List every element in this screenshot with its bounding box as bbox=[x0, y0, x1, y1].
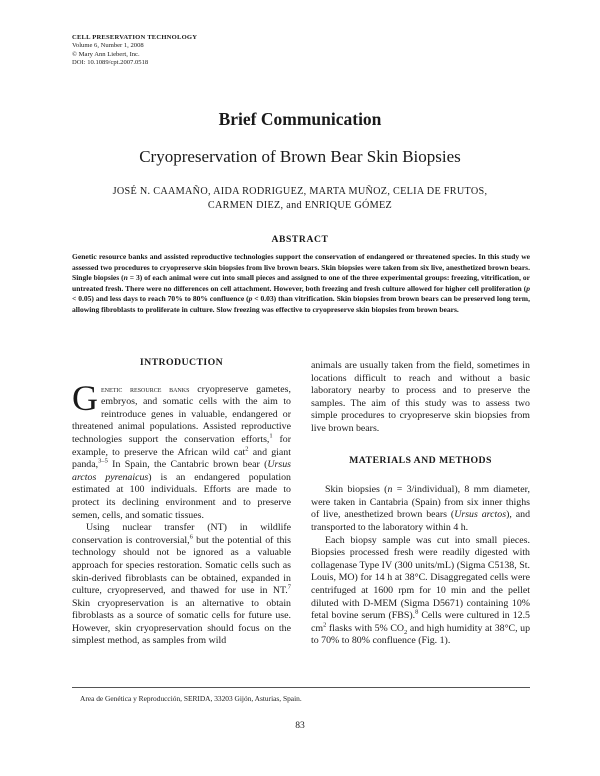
left-column bbox=[72, 357, 291, 648]
author-list bbox=[90, 185, 510, 213]
introduction-heading: INTRODUCTION bbox=[139, 357, 224, 368]
doi: DOI: 10.1089/cpt.2007.0518 bbox=[72, 59, 149, 67]
right-column bbox=[311, 360, 530, 648]
journal-name: CELL PRESERVATION TECHNOLOGY bbox=[72, 34, 198, 41]
journal-volume: Volume 6, Number 1, 2008 bbox=[72, 42, 144, 50]
abstract-text: Genetic resource banks and assisted reproductive technologies support the conservation of endangered or threatened species. In this study we assessed two procedures to cryopreserve skin biopsies from live brown bears. Skin biopsies were taken from six live, anesthetized brown bears. Single biopsies (n = 3) of each animal were cut into small pieces and assigned to one of the three experimental groups: freezing, vitrification, or untreated fresh. There were no differences on cell attachment. However, both freezing and fresh culture allowed for higher cell proliferation (p < 0.05) and less days to reach 70% to 80% confluence (p < 0.03) than vitrification. Skin biopsies from brown bears can be preserved long term, allowing fibroblasts to proliferate in culture. Slow freezing was effective to cryopreserve skin biopsies from brown bears. bbox=[72, 252, 530, 314]
authors-line-1: JOSÉ N. CAAMAÑO, AIDA RODRIGUEZ, MARTA MUÑOZ, CELIA DE FRUTOS, bbox=[112, 186, 488, 197]
drop-cap: G bbox=[72, 377, 98, 418]
article-type: Brief Communication bbox=[218, 109, 382, 129]
authors-line-2: CARMEN DIEZ, and ENRIQUE GÓMEZ bbox=[207, 200, 393, 211]
methods-paragraph-1: Skin biopsies (n = 3/individual), 8 mm diameter, were taken in Cantabria (Spain) from six inner thighs of live, anesthetized brown bears (Ursus arctos), and transported to the laboratory within 4 h. bbox=[311, 484, 531, 533]
journal-header bbox=[72, 34, 197, 68]
copyright: © Mary Ann Liebert, Inc. bbox=[72, 50, 140, 58]
intro-paragraph-3: animals are usually taken from the field, sometimes in locations difficult to reach and without a basic laboratory nearby to process and to preserve the samples. The aim of this study was to assess two simple procedures to cryopreserve skin biopsies from live brown bears. bbox=[311, 360, 530, 434]
page-number: 83 bbox=[295, 720, 305, 731]
paper-title: Cryopreservation of Brown Bear Skin Biopsies bbox=[139, 147, 461, 166]
methods-paragraph-2: Each biopsy sample was cut into small pieces. Biopsies processed fresh were readily digested with collagenase Type IV (300 units/mL) (Sigma C5138, St. Louis, MO) for 14 h at 38°C. Disaggregated cells were centrifuged at 1600 rpm for 10 min and the pellet diluted with D-MEM (Sigma D5671) containing 10% fetal bovine serum (FBS).$^8$ Cells were cultured in 12.5 $cm^2$ flasks with 5% $CO_2$ and high humidity at 38°C, up to 70% to 80% confluence (Fig. 1). bbox=[311, 534, 531, 647]
author-affiliation: Area de Genética y Reproducción, SERIDA, 33203 Gijón, Asturias, Spain. bbox=[80, 694, 302, 703]
methods-heading: MATERIALS AND METHODS bbox=[349, 454, 492, 466]
footnote-divider bbox=[72, 687, 530, 688]
abstract-heading: ABSTRACT bbox=[271, 234, 329, 245]
intro-paragraph-1: Genetic resource banks cryopreserve gametes, embryos, and somatic cells with the aim to reintroduce genes in valuable, endangered or threatened animal populations. Assisted reproductive technologies support the conservation efforts,$^1$ for example, to preserve the African wild cat$^2$ and giant panda,$^{3-5}$ In Spain, the Cantabric brown bear (Ursus arctos pyrenaicus) is an endangered population estimated at 100 individuals. Efforts are made to protect its declining environment and to preserve semen, cells, and somatic tissues. bbox=[72, 377, 291, 521]
intro-paragraph-2: Using nuclear transfer (NT) in wildlife conservation is controversial,$^6$ but the potential of this technology should not be ignored as a valuable approach for species restoration. Somatic cells such as skin-derived fibroblasts can be obtained, expanded in culture, cryopreserved, and thawed for use in NT.$^7$ Skin cryopreservation is an alternative to obtain fibroblasts as a source of somatic cells for future use. However, skin cryopreservation should focus on the simplest method, as samples from wild bbox=[72, 522, 291, 647]
